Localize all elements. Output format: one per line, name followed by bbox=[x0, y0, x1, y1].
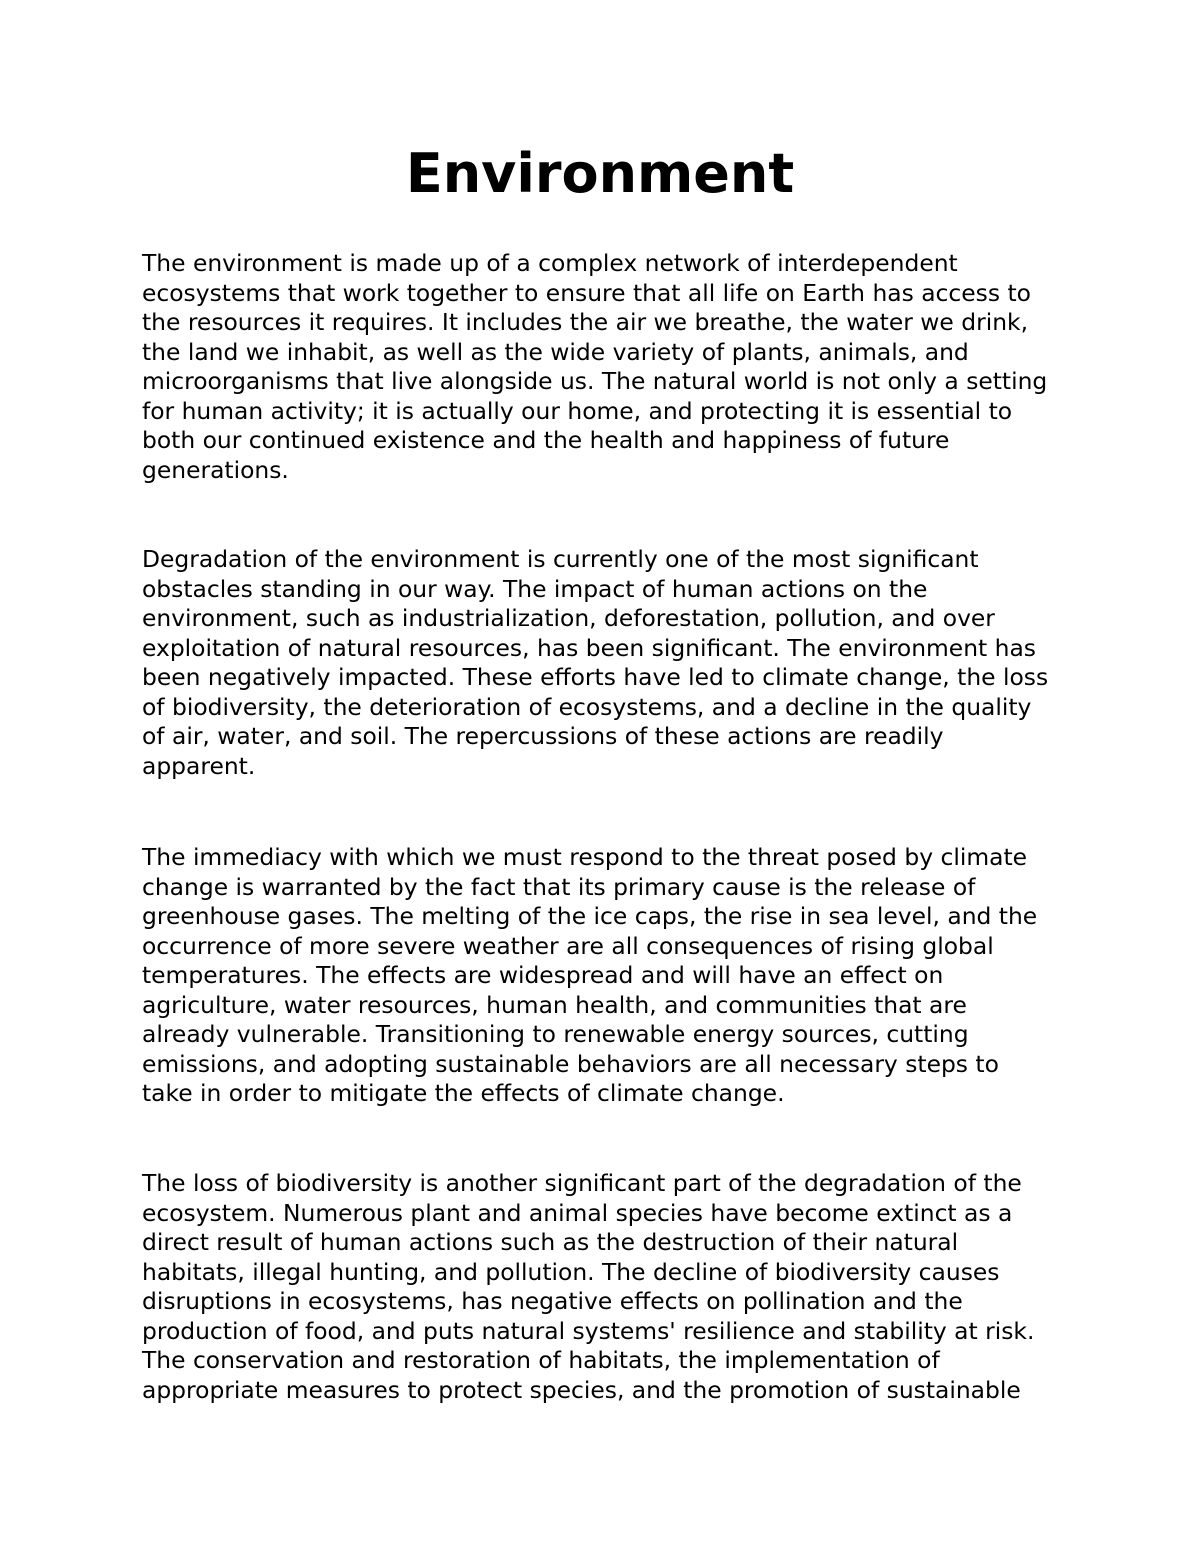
paragraph-line: ecosystem. Numerous plant and animal species have become extinct as a bbox=[142, 1198, 1013, 1227]
paragraph-line: already vulnerable. Transitioning to renewable energy sources, cutting bbox=[142, 1020, 969, 1048]
paragraph-3 bbox=[142, 843, 1072, 1109]
paragraph-line: exploitation of natural resources, has been significant. The environment has bbox=[142, 633, 1036, 662]
paragraph-line: greenhouse gases. The melting of the ice caps, the rise in sea level, and the bbox=[142, 902, 1038, 930]
paragraph-line: both our continued existence and the health and happiness of future bbox=[142, 426, 950, 454]
paragraph-line: The immediacy with which we must respond to the threat posed by climate bbox=[142, 843, 1028, 871]
paragraph-line: The conservation and restoration of habitats, the implementation of bbox=[142, 1346, 940, 1374]
paragraph-line: environment, such as industrialization, deforestation, pollution, and over bbox=[142, 604, 995, 632]
paragraph-line: of biodiversity, the deterioration of ecosystems, and a decline in the quality bbox=[142, 692, 1032, 721]
paragraph-line: The environment is made up of a complex network of interdependent bbox=[142, 249, 958, 277]
paragraph-line: temperatures. The effects are widespread and will have an effect on bbox=[142, 961, 944, 989]
paragraph-line: agriculture, water resources, human health, and communities that are bbox=[142, 990, 967, 1019]
paragraph-line: change is warranted by the fact that its primary cause is the release of bbox=[142, 872, 976, 901]
paragraph-line: generations. bbox=[142, 455, 289, 484]
paragraph-line: emissions, and adopting sustainable behaviors are all necessary steps to bbox=[142, 1049, 999, 1078]
paragraph-2 bbox=[142, 545, 1072, 781]
paragraph-line: take in order to mitigate the effects of climate change. bbox=[142, 1079, 785, 1107]
paragraph-line: Degradation of the environment is currently one of the most significant bbox=[142, 545, 979, 573]
paragraph-line: microorganisms that live alongside us. The natural world is not only a setting bbox=[142, 367, 1048, 395]
paragraph-1 bbox=[142, 249, 1072, 485]
paragraph-line: production of food, and puts natural systems' resilience and stability at risk. bbox=[142, 1316, 1035, 1345]
paragraph-line: ecosystems that work together to ensure that all life on Earth has access to bbox=[142, 278, 1031, 307]
paragraph-line: disruptions in ecosystems, has negative effects on pollination and the bbox=[142, 1287, 963, 1315]
paragraph-line: the land we inhabit, as well as the wide variety of plants, animals, and bbox=[142, 337, 969, 366]
paragraph-line: for human activity; it is actually our home, and protecting it is essential to bbox=[142, 396, 1013, 425]
paragraph-line: The loss of biodiversity is another significant part of the degradation of the bbox=[142, 1169, 1022, 1197]
paragraph-line: apparent. bbox=[142, 751, 256, 780]
paragraph-line: of air, water, and soil. The repercussions of these actions are readily bbox=[142, 722, 944, 750]
paragraph-4 bbox=[142, 1169, 1072, 1405]
paragraph-line: occurrence of more severe weather are all consequences of rising global bbox=[142, 931, 994, 960]
document-title: Environment bbox=[405, 142, 795, 205]
paragraph-line: appropriate measures to protect species, and the promotion of sustainable bbox=[142, 1375, 1021, 1404]
paragraph-line: the resources it requires. It includes the air we breathe, the water we drink, bbox=[142, 308, 1029, 336]
paragraph-line: been negatively impacted. These efforts have led to climate change, the loss bbox=[142, 663, 1049, 691]
paragraph-line: habitats, illegal hunting, and pollution. The decline of biodiversity causes bbox=[142, 1257, 1000, 1286]
paragraph-line: obstacles standing in our way. The impact of human actions on the bbox=[142, 574, 928, 603]
paragraph-line: direct result of human actions such as the destruction of their natural bbox=[142, 1228, 959, 1256]
